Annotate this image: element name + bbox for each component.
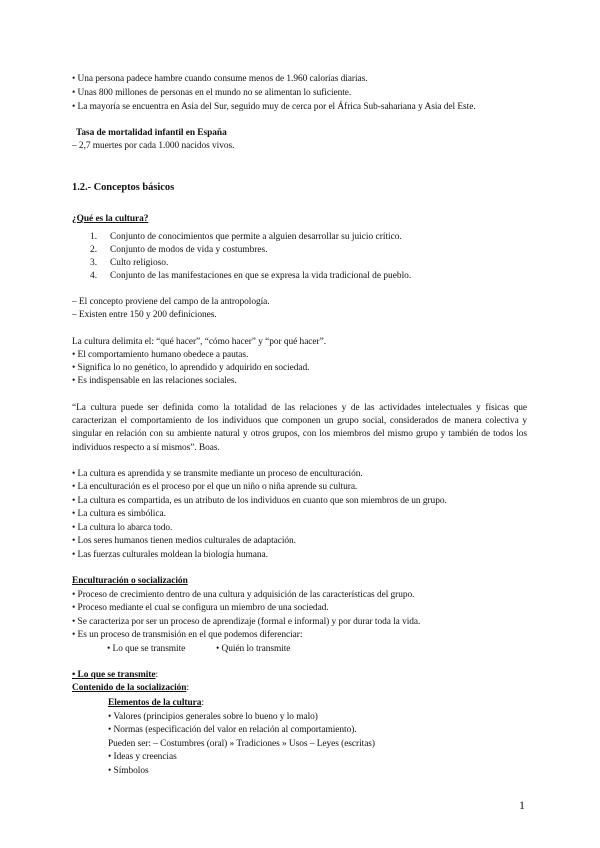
enculturation-item: • Proceso de crecimiento dentro de una cultura y adquisición de las características del grupo.	[72, 590, 415, 600]
page-number: 1	[519, 798, 525, 812]
culture-trait: • La enculturación es el proceso por el que un niño o niña aprende su cultura.	[72, 482, 358, 492]
culture-trait: • La cultura es aprendida y se transmite mediante un proceso de enculturación.	[72, 469, 363, 479]
culture-trait: • La cultura lo abarca todo.	[72, 523, 173, 533]
list-item: Conjunto de las manifestaciones en que se expresa la vida tradicional de pueblo.	[110, 271, 412, 281]
transmission-what: • Lo que se transmite	[107, 644, 186, 654]
list-item: Conjunto de conocimientos que permite a alguien desarrollar su juicio crítico.	[110, 232, 402, 242]
section-title: 1.2.- Conceptos básicos	[72, 182, 175, 193]
elements-label: Elementos de la cultura	[108, 698, 202, 708]
infant-mortality-value: – 2,7 muertes por cada 1.000 nacidos vivos.	[72, 141, 235, 151]
list-number: 3.	[90, 258, 98, 268]
culture-trait: • Las fuerzas culturales moldean la biología humana.	[72, 550, 268, 560]
hunger-fact-1: • Una persona padece hambre cuando consume menos de 1.960 calorías diarias.	[72, 74, 368, 84]
boas-quote: “La cultura puede ser definida como la totalidad de las relaciones y de las actividades intelectuales y físicas que caracterizan el comportamiento de los individuos que componen un grupo social, considerados de manera colectiva y singular en relación con su ambiente natural y otros grupos, con los miembros del mismo grupo y también de todos los individuos respecto a sí mismos”. Boas.	[72, 403, 527, 453]
list-item: Conjunto de modos de vida y costumbres.	[110, 245, 268, 255]
content-label: Contenido de la socialización	[72, 683, 187, 693]
transmitted-title	[72, 669, 158, 681]
content-colon: :	[186, 683, 190, 693]
enculturation-item: • Se caracteriza por ser un proceso de aprendizaje (formal e informal) y por durar toda la vida.	[72, 617, 421, 627]
delimits-line: • El comportamiento humano obedece a pautas.	[72, 350, 249, 360]
transmitted-colon: :	[155, 670, 159, 680]
culture-question: ¿Qué es la cultura?	[72, 214, 149, 224]
infant-mortality-title: Tasa de mortalidad infantil en España	[76, 128, 227, 138]
culture-trait: • Los seres humanos tienen medios culturales de adaptación.	[72, 536, 296, 546]
transmitted-label: • Lo que se transmite	[72, 670, 156, 680]
delimits-line: • Es indispensable en las relaciones sociales.	[72, 376, 237, 386]
list-number: 2.	[90, 245, 98, 255]
delimits-line: • Significa lo no genético, lo aprendido y adquirido en sociedad.	[72, 363, 310, 373]
list-number: 4.	[90, 271, 98, 281]
element-item: • Normas (especificación del valor en relación al comportamiento).	[108, 725, 357, 735]
element-item: • Símbolos	[108, 766, 149, 776]
hunger-fact-2: • Unas 800 millones de personas en el mundo no se alimentan lo suficiente.	[72, 88, 352, 98]
list-number: 1.	[90, 232, 98, 242]
enculturation-title: Enculturación o socialización	[72, 576, 188, 586]
culture-trait: • La cultura es simbólica.	[72, 509, 166, 519]
delimits-line: La cultura delimita el: “qué hacer”, “cómo hacer” y “por qué hacer”.	[72, 337, 327, 347]
list-item: Culto religioso.	[110, 258, 169, 268]
culture-trait: • La cultura es compartida, es un atributo de los individuos en cuanto que son miembros de un grupo.	[72, 496, 447, 506]
element-item: • Ideas y creencias	[108, 752, 177, 762]
element-item: • Valores (principios generales sobre lo bueno y lo malo)	[108, 712, 318, 722]
dash-note-2: – Existen entre 150 y 200 definiciones.	[72, 310, 217, 320]
elements-title	[108, 697, 204, 709]
can-be-line: Pueden ser: – Costumbres (oral) » Tradiciones » Usos – Leyes (escritas)	[108, 739, 375, 749]
enculturation-item: • Es un proceso de transmisión en el que podemos diferenciar:	[72, 630, 303, 640]
dash-note-1: – El concepto proviene del campo de la antropología.	[72, 297, 270, 307]
hunger-fact-3: • La mayoría se encuentra en Asia del Sur, seguido muy de cerca por el África Sub-sahariana y Asia del Este.	[72, 102, 476, 112]
transmission-who: • Quién lo transmite	[216, 644, 291, 654]
enculturation-item: • Proceso mediante el cual se configura un miembro de una sociedad.	[72, 603, 329, 613]
elements-colon: :	[201, 698, 204, 708]
content-title	[72, 682, 189, 694]
